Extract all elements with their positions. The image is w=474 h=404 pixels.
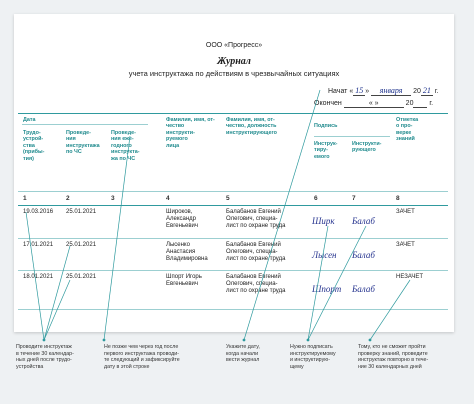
row2-signature-instructed: Лысен <box>312 250 337 260</box>
row3-signature-instructed: Шпорт <box>312 284 342 294</box>
header-instructed: Фамилия, имя, от- чество инструкти- руемого лица <box>166 117 215 149</box>
row1-instructor: Балабанов Евгений Олегович, специа- лист по охране труда <box>226 209 286 230</box>
note-signatures: Нужно подписать инструктируемому и инструктирую- щему <box>290 344 336 370</box>
row3-instructor: Балабанов Евгений Олегович, специа- лист по охране труда <box>226 274 286 295</box>
end-label: Окончен <box>314 100 342 107</box>
row2-employment-date: 17.01.2021 <box>23 242 54 248</box>
header-signature: Подпись <box>314 123 338 129</box>
row1-conducted-date: 25.01.2021 <box>66 209 97 215</box>
leader-employment-2 <box>44 246 70 340</box>
col-number: 3 <box>111 195 115 202</box>
note-employment: Проводите инструктаж в течение 30 календар- ных дней после трудо- устройства <box>16 344 74 370</box>
row1-instructed-name: Широков, Александр Евгеньевич <box>166 209 199 230</box>
leader-employment-3 <box>44 280 70 340</box>
journal-title: Журнал <box>217 56 251 67</box>
col-number: 2 <box>66 195 70 202</box>
row2-conducted-date: 25.01.2021 <box>66 242 97 248</box>
header-date: Дата <box>23 117 36 123</box>
row1-employment-date: 19.03.2016 <box>23 209 54 215</box>
row1-signature-instructor: Балаб <box>352 216 375 226</box>
header-conducted: Проведе- ния инструктажа по ЧС <box>66 130 100 156</box>
row3-knowledge-result: НЕЗАЧЕТ <box>396 274 424 280</box>
row2-knowledge-result: ЗАЧЕТ <box>396 242 415 248</box>
start-day: 15 <box>355 86 364 95</box>
row3-signature-instructor: Балаб <box>352 284 375 294</box>
row3-instructed-name: Шпорт Игорь Евгеньевич <box>166 274 202 288</box>
leader-failed <box>370 280 410 340</box>
col-number: 7 <box>352 195 356 202</box>
col-number: 1 <box>23 195 27 202</box>
start-month: января <box>371 86 411 96</box>
start-date-line: Начат « 15 » января 20 21 г. <box>328 86 439 95</box>
leader-next-briefing <box>104 136 130 340</box>
header-sig-instructor: Инструкти- рующего <box>352 141 382 154</box>
row2-signature-instructor: Балаб <box>352 250 375 260</box>
start-label: Начат <box>328 88 348 95</box>
row1-knowledge-result: ЗАЧЕТ <box>396 209 415 215</box>
end-date-line: Окончен « » 20 г. <box>314 100 434 107</box>
leader-signatures <box>308 226 328 340</box>
organization-name: ООО «Прогресс» <box>205 42 263 49</box>
row1-signature-instructed: Ширк <box>312 216 335 226</box>
col-number: 8 <box>396 195 400 202</box>
note-start-date: Укажите дату, когда начали вести журнал <box>226 344 260 364</box>
start-year: 21 <box>422 86 431 95</box>
row3-employment-date: 18.01.2021 <box>23 274 54 280</box>
note-next-briefing: Не позже чем через год после первого инструктажа проводи- те следующий и зафиксируйте дату в этой строке <box>104 344 180 370</box>
header-employment: Трудо- устрой- ства (прибы- тия) <box>23 130 45 162</box>
note-failed-test: Тому, кто не сможет пройти проверку знаний, проведите инструктаж повторно в тече- ние 30 календарных дней <box>358 344 429 370</box>
row3-conducted-date: 25.01.2021 <box>66 274 97 280</box>
header-next: Проведе- ния еже- годного инструкта- жа по ЧС <box>111 130 140 162</box>
col-number: 6 <box>314 195 318 202</box>
leader-employment <box>26 212 44 340</box>
header-sig-instructed: Инструк- тиру- емого <box>314 141 338 160</box>
leader-signatures-2 <box>308 226 366 340</box>
journal-subtitle: учета инструктажа по действиям в чрезвычайных ситуациях <box>128 69 340 78</box>
col-number: 4 <box>166 195 170 202</box>
row2-instructed-name: Лысенко Анастасия Владимировна <box>166 242 208 263</box>
header-knowledge: Отметка о про- верке знаний <box>396 117 419 143</box>
header-instructor: Фамилия, имя, от- чество, должность инструктирующего <box>226 117 277 136</box>
leader-start-date <box>244 90 320 340</box>
row2-instructor: Балабанов Евгений Олегович, специа- лист по охране труда <box>226 242 286 263</box>
col-number: 5 <box>226 195 230 202</box>
